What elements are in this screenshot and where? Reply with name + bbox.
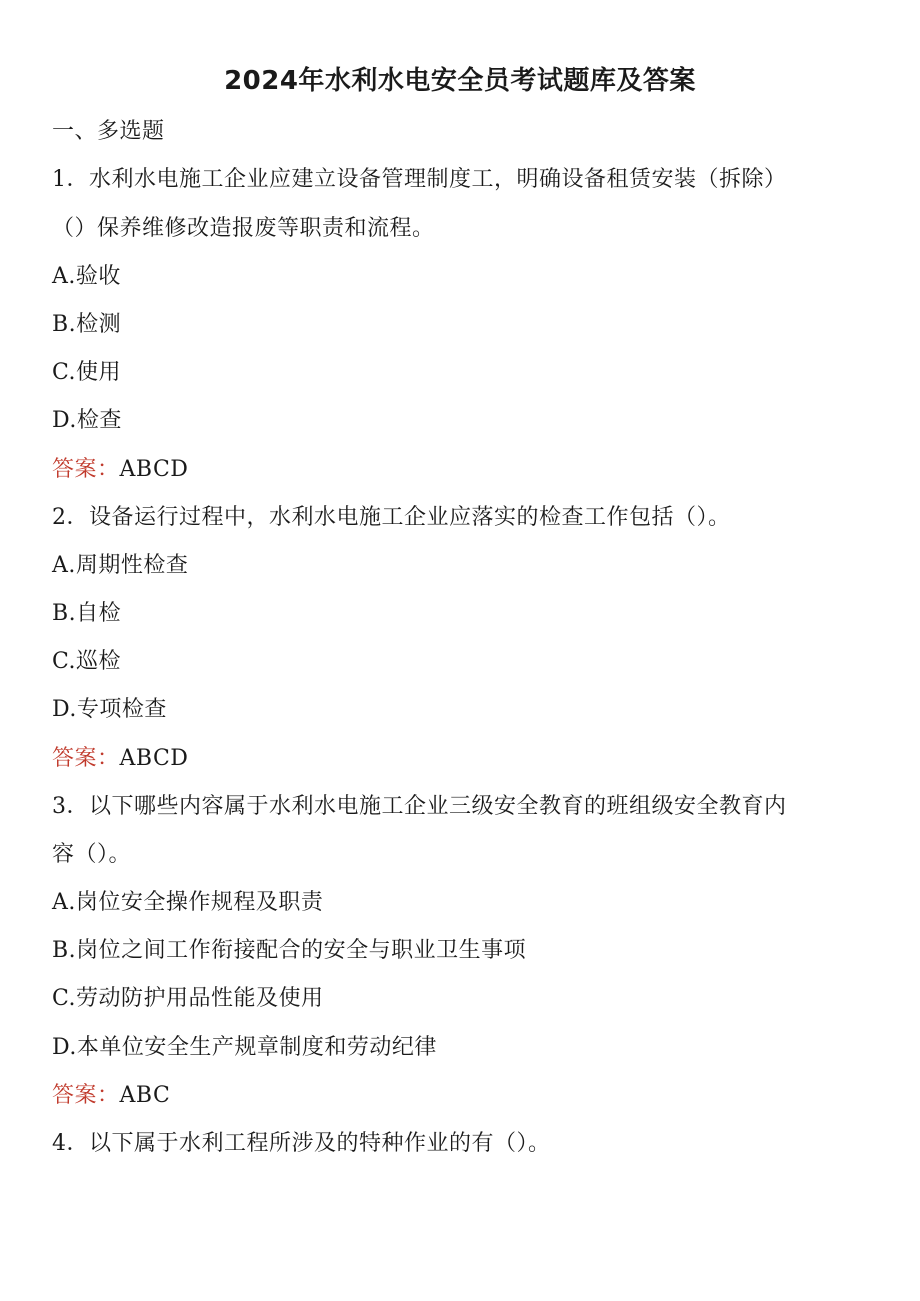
question-2-option-d: D.专项检查 <box>52 697 167 722</box>
question-1-option-a: A.验收 <box>52 264 121 289</box>
question-3-option-b: B.岗位之间工作衔接配合的安全与职业卫生事项 <box>52 938 527 963</box>
question-4-stem-line-1: 4．以下属于水利工程所涉及的特种作业的有（）。 <box>52 1131 551 1156</box>
question-1-answer <box>52 455 188 485</box>
question-2-answer <box>52 744 188 774</box>
question-3-option-a: A.岗位安全操作规程及职责 <box>52 890 324 915</box>
answer-value: ABCD <box>119 746 189 771</box>
answer-label: 答案： <box>52 1083 120 1108</box>
document-title: 2024年水利水电安全员考试题库及答案 <box>224 66 696 96</box>
question-3-stem-line-2: 容（）。 <box>52 842 132 867</box>
question-1-option-b: B.检测 <box>52 312 122 337</box>
section-heading: 一、多选题 <box>52 119 165 144</box>
question-2-option-b: B.自检 <box>52 601 122 626</box>
question-3-stem-line-1: 3．以下哪些内容属于水利水电施工企业三级安全教育的班组级安全教育内 <box>52 794 787 819</box>
question-3-answer <box>52 1081 170 1111</box>
question-2-stem-line-1: 2．设备运行过程中，水利水电施工企业应落实的检查工作包括（）。 <box>52 505 731 530</box>
question-1-stem-line-1: 1．水利水电施工企业应建立设备管理制度工，明确设备租赁安装（拆除） <box>52 167 787 192</box>
answer-label: 答案： <box>52 746 120 771</box>
question-3-option-c: C.劳动防护用品性能及使用 <box>52 986 324 1011</box>
question-1-stem-line-2: （）保养维修改造报废等职责和流程。 <box>52 216 435 241</box>
question-2-option-a: A.周期性检查 <box>52 553 189 578</box>
question-2-option-c: C.巡检 <box>52 649 122 674</box>
question-3-option-d: D.本单位安全生产规章制度和劳动纪律 <box>52 1035 437 1060</box>
question-1-option-d: D.检查 <box>52 408 122 433</box>
answer-value: ABC <box>119 1083 171 1108</box>
answer-value: ABCD <box>119 457 189 482</box>
answer-label: 答案： <box>52 457 120 482</box>
question-1-option-c: C.使用 <box>52 360 122 385</box>
